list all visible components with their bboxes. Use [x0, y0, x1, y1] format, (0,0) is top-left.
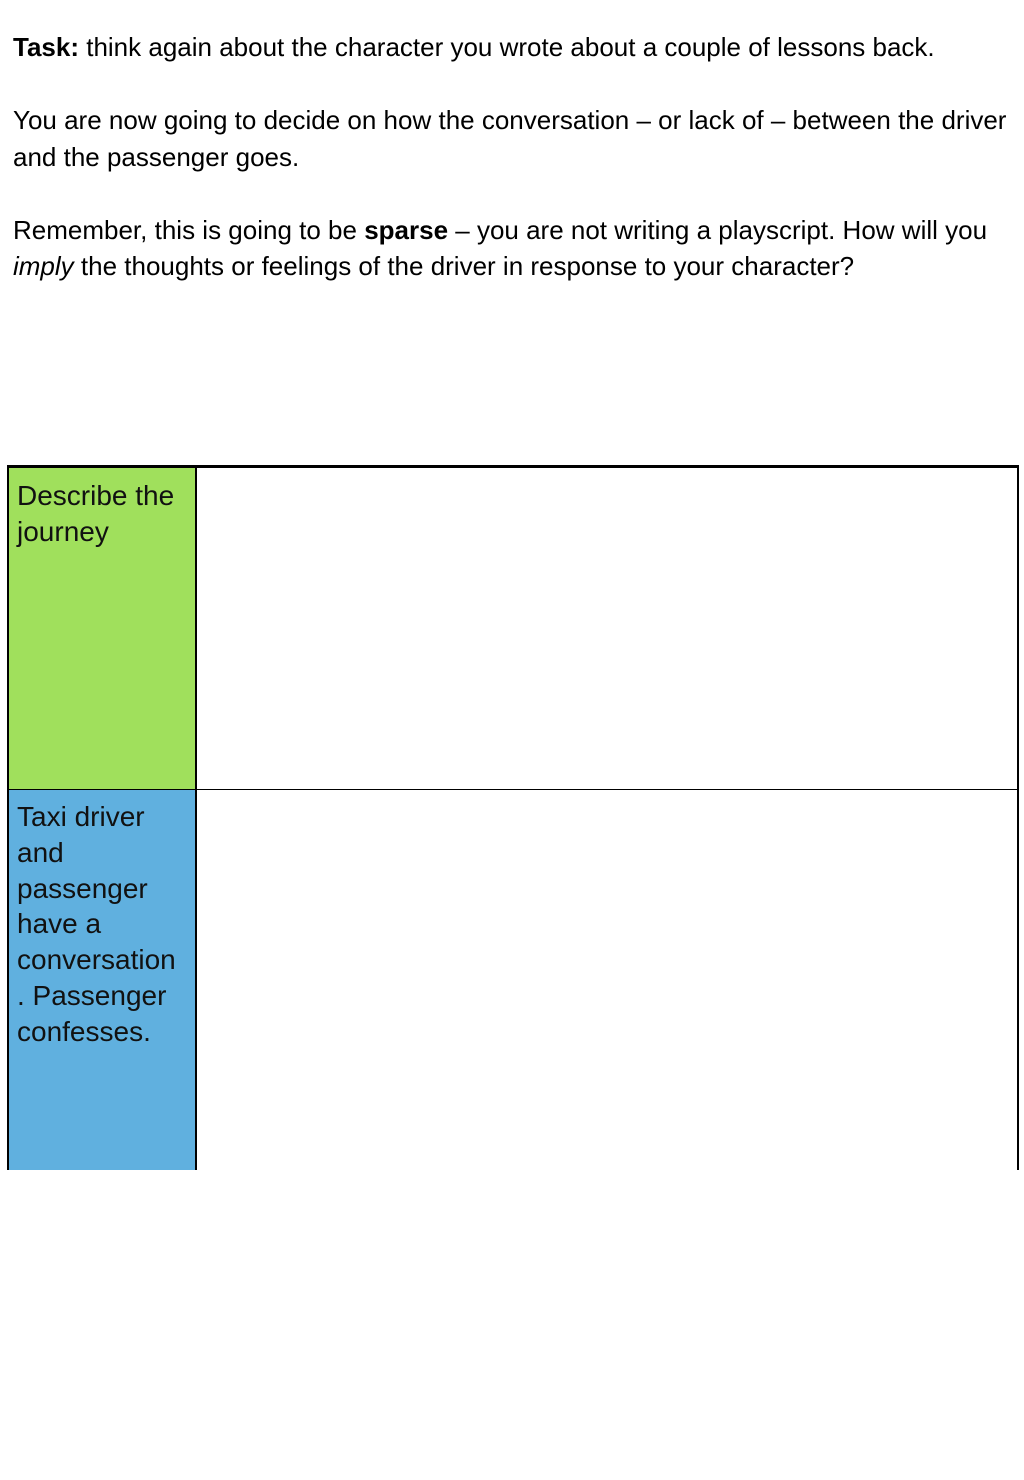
reminder-text-3: the thoughts or feelings of the driver in response to your character? [73, 251, 855, 281]
label-line: Taxi driver [17, 801, 145, 832]
worksheet-table [7, 465, 1019, 1170]
conversation-label-cell [7, 790, 197, 1170]
label-line: passenger [17, 872, 148, 904]
reminder-paragraph [13, 212, 1013, 285]
label-line: and [17, 836, 64, 868]
conversation-answer-cell[interactable] [197, 790, 1019, 1170]
table-row [7, 790, 1019, 1170]
journey-answer-cell[interactable] [197, 468, 1019, 789]
label-line: journey [17, 516, 109, 547]
reminder-text-2: – you are not writing a playscript. How will you [448, 214, 988, 245]
imply-emphasis: imply [13, 251, 74, 281]
label-line: . Passenger [17, 979, 167, 1011]
reminder-text-1: Remember, this is going to be [13, 214, 365, 245]
instructions [13, 29, 1013, 321]
label-line: have a [17, 908, 102, 940]
task-text: think again about the character you wrote about a couple of lessons back. [79, 32, 935, 62]
label-line: confesses. [17, 1015, 151, 1047]
label-line: conversation [17, 944, 176, 976]
label-line: Describe the [17, 480, 175, 511]
table-row [7, 465, 1019, 792]
task-paragraph [13, 29, 1013, 66]
task-label: Task: [13, 32, 79, 62]
conversation-paragraph: You are now going to decide on how the conversation – or lack of – between the driver and the passenger goes. [13, 105, 1007, 172]
journey-label-cell [7, 468, 197, 789]
sparse-emphasis: sparse [364, 214, 449, 245]
